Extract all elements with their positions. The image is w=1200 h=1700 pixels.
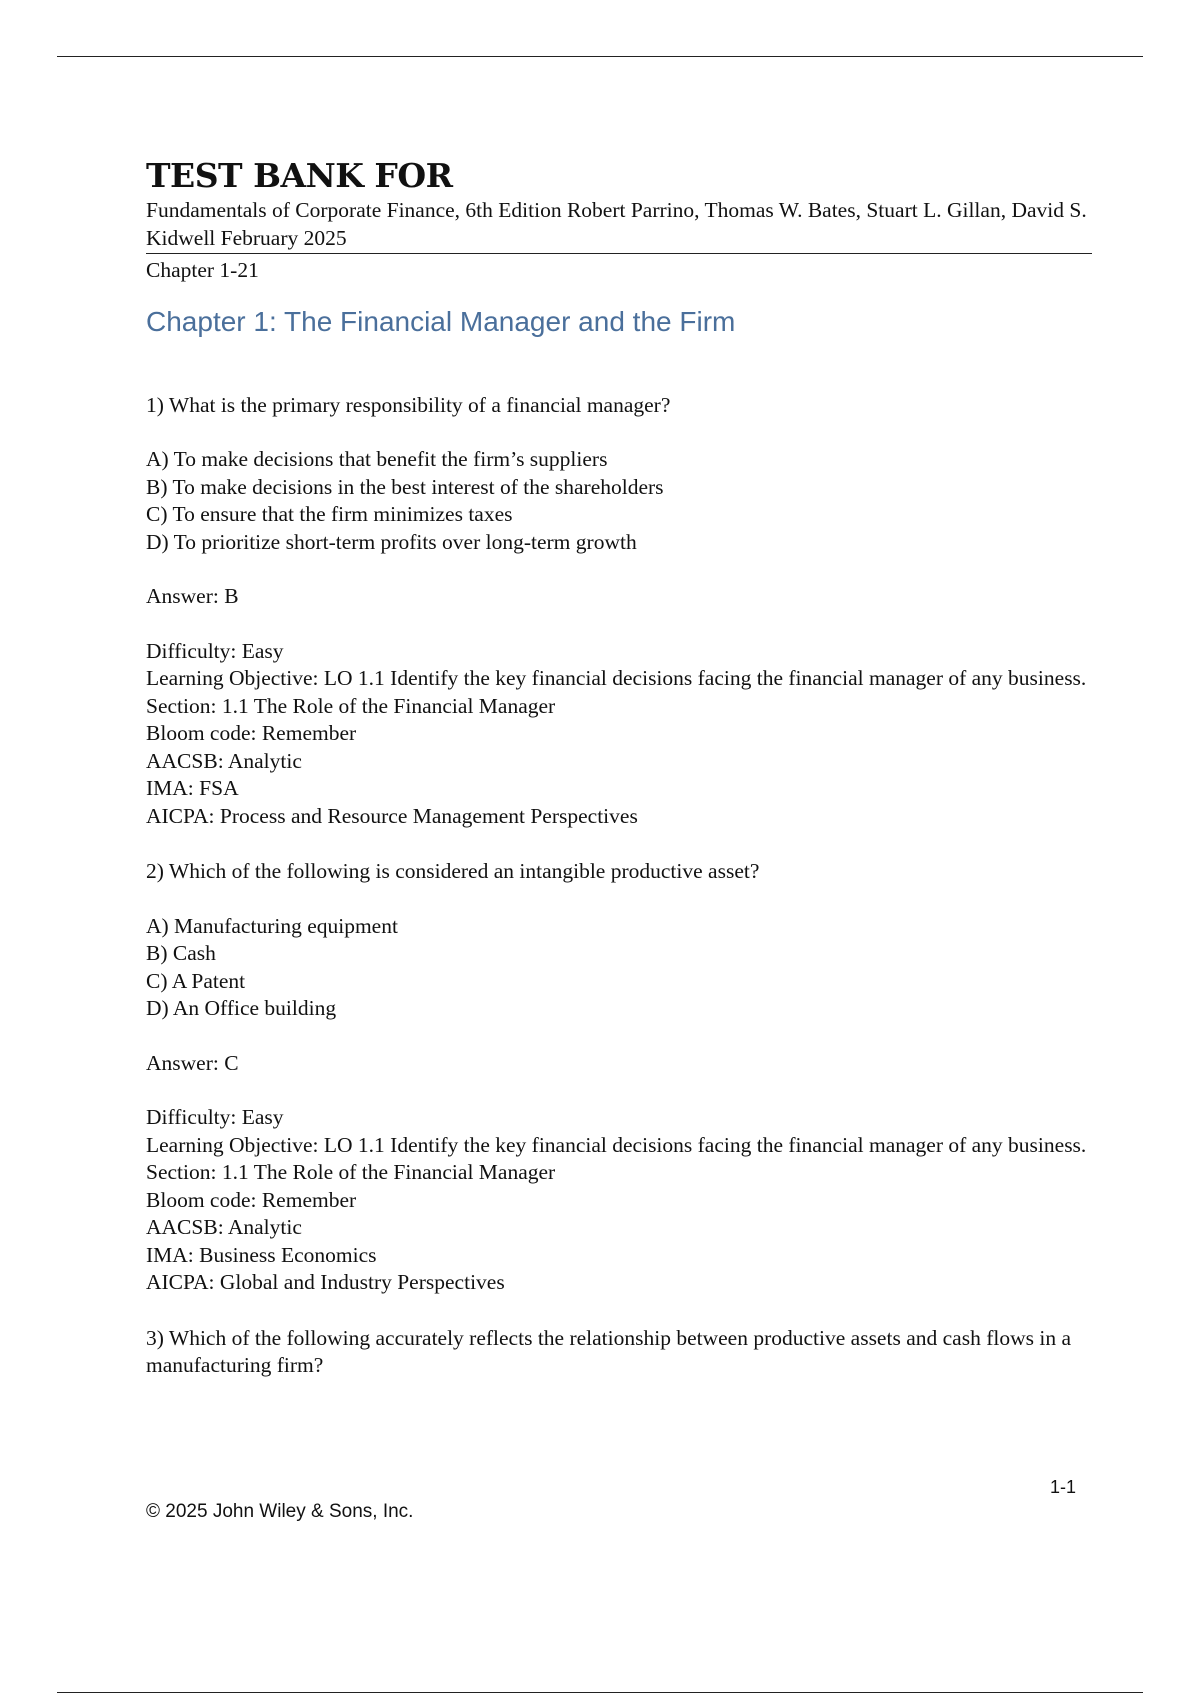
answer-key: Answer: B: [146, 584, 239, 608]
option-c: C) A Patent: [146, 968, 246, 993]
learning-objective: Learning Objective: LO 1.1 Identify the key financial decisions facing the financial manager of any business.: [146, 1132, 1087, 1157]
document-subtitle: Fundamentals of Corporate Finance, 6th Edition Robert Parrino, Thomas W. Bates, Stuart L. Gillan, David S. Kidwell February 2025: [146, 197, 1092, 254]
document-body: [146, 152, 1092, 1380]
answer-options: [146, 913, 1092, 1023]
ima: IMA: Business Economics: [146, 1242, 377, 1267]
chapter-heading: Chapter 1: The Financial Manager and the Firm: [146, 305, 736, 337]
question-text: 3) Which of the following accurately reflects the relationship between productive assets and cash flows in a manufacturing firm?: [146, 1325, 1071, 1377]
document-title: TEST BANK FOR: [146, 156, 453, 195]
answer-key: Answer: C: [146, 1050, 239, 1075]
bottom-rule: [57, 1692, 1143, 1693]
top-rule: [57, 56, 1143, 57]
question-metadata: [146, 638, 1092, 831]
copyright-notice: © 2025 John Wiley & Sons, Inc.: [146, 1501, 414, 1522]
question-text: 2) Which of the following is considered an intangible productive asset?: [146, 859, 760, 883]
ima: IMA: FSA: [146, 776, 239, 800]
bloom-code: Bloom code: Remember: [146, 721, 357, 745]
aacsb: AACSB: Analytic: [146, 748, 302, 773]
bloom-code: Bloom code: Remember: [146, 1187, 357, 1212]
option-d: D) An Office building: [146, 996, 337, 1020]
question-3: [146, 1325, 1092, 1380]
difficulty: Difficulty: Easy: [146, 638, 284, 663]
option-c: C) To ensure that the firm minimizes taxes: [146, 502, 513, 526]
option-a: A) Manufacturing equipment: [146, 913, 398, 938]
learning-objective: Learning Objective: LO 1.1 Identify the key financial decisions facing the financial manager of any business.: [146, 666, 1087, 690]
answer-options: [146, 446, 1092, 556]
aicpa: AICPA: Process and Resource Management Perspectives: [146, 803, 638, 828]
difficulty: Difficulty: Easy: [146, 1105, 284, 1129]
page-number: 1-1: [1050, 1477, 1077, 1497]
section: Section: 1.1 The Role of the Financial Manager: [146, 1160, 556, 1184]
option-b: B) To make decisions in the best interest of the shareholders: [146, 474, 664, 499]
question-text: 1) What is the primary responsibility of a financial manager?: [146, 392, 671, 417]
option-d: D) To prioritize short-term profits over long-term growth: [146, 529, 637, 554]
question-2: [146, 858, 1092, 1297]
aicpa: AICPA: Global and Industry Perspectives: [146, 1270, 505, 1294]
option-b: B) Cash: [146, 941, 216, 965]
option-a: A) To make decisions that benefit the firm’s suppliers: [146, 447, 608, 471]
question-metadata: [146, 1104, 1092, 1297]
chapter-range: Chapter 1-21: [146, 258, 259, 282]
section: Section: 1.1 The Role of the Financial Manager: [146, 693, 556, 718]
aacsb: AACSB: Analytic: [146, 1215, 302, 1239]
question-1: [146, 392, 1092, 831]
